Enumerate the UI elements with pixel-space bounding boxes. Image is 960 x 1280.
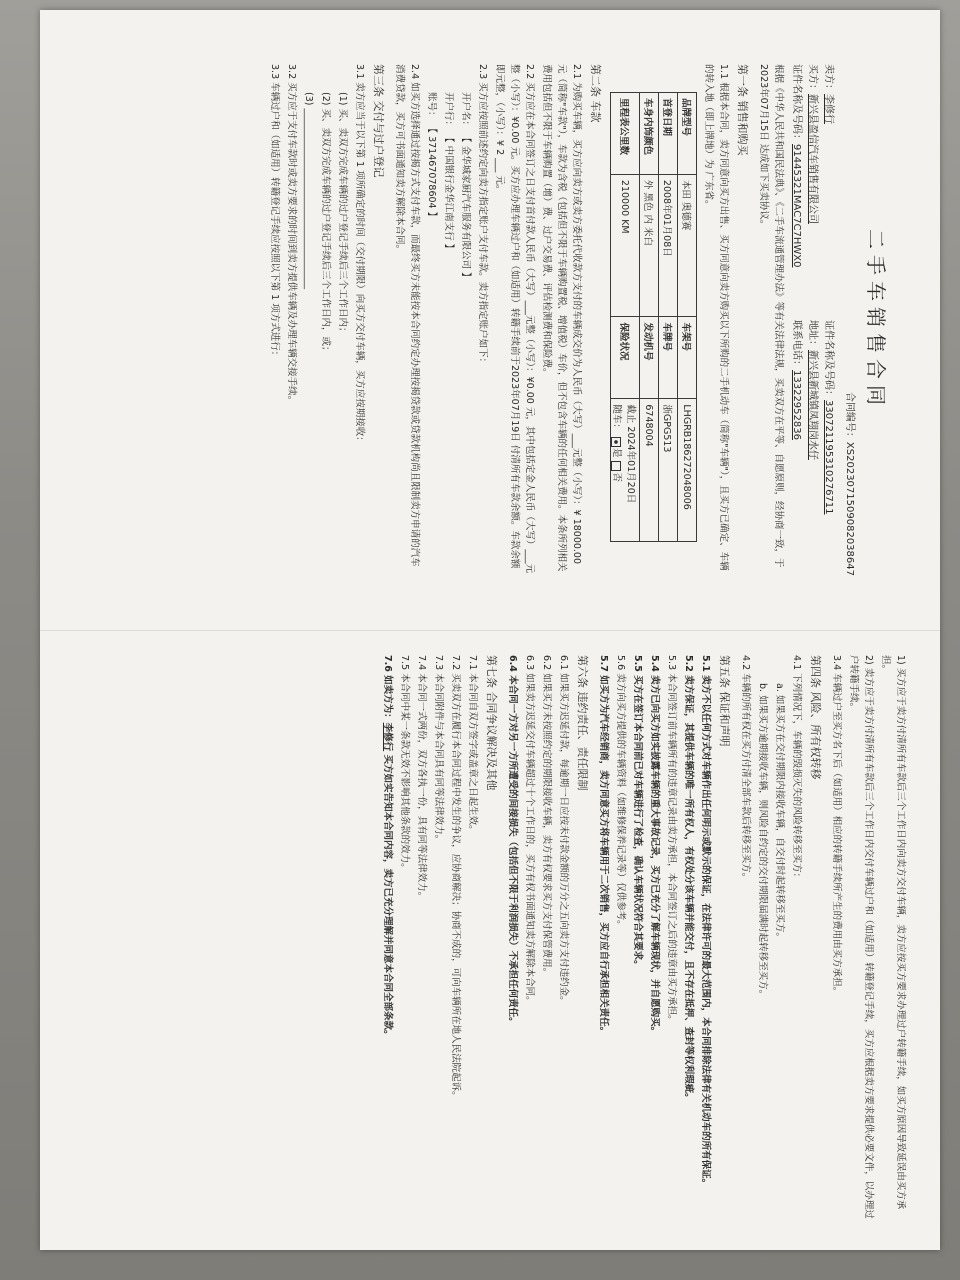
buyer-row	[804, 64, 820, 576]
clause-7-3: 7.3 本合同附件与本合同具有同等法律效力。	[433, 655, 444, 845]
clause-3-3: 3.3 车辆过户和（如适用）转籍登记手续应按照以下第 1 项方式进行：	[269, 64, 280, 361]
mileage-label: 里程表公里数	[611, 93, 640, 175]
clause-4-1-a: a. 如果买方在交付期限内接收车辆，自交付时起转移至买方。	[774, 683, 785, 942]
contract-title: 二手车销售合同	[864, 229, 888, 411]
article-6-heading: 第六条 违约责任、责任限制	[576, 655, 589, 791]
clause-7-4: 7.4 本合同一式两份，双方各执一份，具有同等法律效力。	[416, 655, 427, 902]
seller-name: 李修行	[823, 94, 834, 124]
buyer-label: 买方：	[807, 64, 818, 94]
article-4-heading: 第四条 风险、所有权转移	[809, 655, 822, 780]
clause-3-3-2: 2) 卖方应于卖方付清所有车款后三个工作日内交付车辆过户和（如适用）转籍登记手续，买方应根据卖方要求提供必要文件，以办理过户转籍手续。	[848, 655, 874, 1219]
checkbox-empty-icon	[612, 461, 622, 471]
insurance-label: 保险状况	[611, 317, 640, 399]
clause-6-3: 6.3 如果卖方迟延交付车辆超过十个工作日的，买方有权书面通知卖方解除本合同。	[524, 655, 535, 1006]
clause-5-2: 5.2 卖方保证，其提供车辆的唯一所有权人，有权处分该车辆并能交付，且不存在抵押、查封等权利瑕疵。	[683, 655, 694, 1103]
seller-label: 卖方：	[823, 64, 834, 94]
seller-id: 330721195310276711	[823, 400, 834, 515]
reg-date-value: 2008年01月08日	[659, 174, 678, 317]
insurance-value	[611, 399, 640, 542]
clause-7-2: 7.2 买卖双方在履行本合同过程中发生的争议，应协商解决；协商不成的，可向车辆所在地人民法院起诉。	[450, 655, 461, 1101]
article-3-heading: 第三条 交付与过户登记	[372, 64, 385, 178]
clause-2-1: 2.1 为购买车辆，买方应向卖方或卖方委托代收款方支付的车辆成交价为人民币（大写）___元整（小写）：¥ 18000.00 元（简称"车款"），车款为含税（包括但不限于车辆购置税、增值税）车价，但不包含车辆的任何相关费用。本条所列相关费用包括但不限于车辆购置（增）费、过户交易费、评估检测费和保险费。	[541, 64, 582, 572]
clause-4-1-b: b. 如果买方逾期接收车辆，则风险自约定的交付期限届满时起转移至买方。	[757, 683, 768, 1000]
bank-line: 开户行： 【 中国银行金华江南支行 】	[443, 92, 454, 254]
account-name-label: 开户名：	[460, 92, 471, 131]
buyer-id-row	[788, 64, 804, 576]
seller-id-label: 证件名称及号码：	[823, 320, 834, 400]
clause-7-6-name: 李修行	[382, 722, 393, 752]
seller-row	[820, 64, 836, 576]
article-2-heading: 第二条 车款	[589, 64, 602, 123]
clause-7-6-text: 买方如实告知本合同内容，卖方已充分理解并同意本合同全部条款。	[382, 754, 393, 1040]
mileage-value: 210000 KM	[611, 174, 640, 317]
bank-name: 中国银行金华江南支行	[443, 145, 454, 241]
clause-1-1: 1.1 根据本合同，卖方同意向买方出售、买方同意向卖方购买以下所购的二手机动车（简称"车辆"），且买方已确定、车辆的转入地（即上牌地）为 广东省。	[703, 64, 729, 571]
account-number-line: 账号： 【 371467078604 】	[426, 92, 437, 222]
contract-page-2	[40, 630, 940, 1250]
clause-2-4: 2.4 如买方选择通过按揭方式支付车款，而最终买方未能按本合同约定办理按揭贷款或贷款机构尚且限制卖方申请的汽车消费贷款，买方可书面通知卖方解除本合同。	[394, 64, 420, 567]
account-number-label: 账号：	[426, 92, 437, 121]
account-number: 371467078604	[426, 136, 437, 209]
clause-7-6	[380, 655, 395, 1220]
clause-4-2: 4.2 车辆的所有权在买方付清全部车款后转移至买方。	[740, 655, 751, 883]
reg-date-label: 首登日期	[659, 93, 678, 175]
yes-label: 是	[611, 447, 622, 458]
clause-6-4: 6.4 本合同一方对另一方所遭受的间接损失（包括但不限于利润损失）不承担任何责任。	[507, 655, 518, 1027]
article-1-heading: 第一条 销售和购买	[736, 64, 749, 156]
brand-value: 本田 奥德赛	[678, 174, 697, 317]
account-name: 金华城家厨汽车服务有限公司	[460, 145, 471, 270]
clause-7-5: 7.5 本合同中某一条款无效不影响其他条款的效力。	[399, 655, 410, 873]
contract-page-1	[40, 10, 940, 610]
buyer-address: 新兴县新城镇凤翔岗水仔	[807, 350, 818, 460]
plate-value: 浙GPG513	[659, 399, 678, 542]
color-value: 外 黑色 内 米白	[640, 174, 659, 317]
article-5-heading: 第五条 保证和声明	[718, 655, 731, 747]
clause-3-2: 3.2 买方应于支付车款时或卖方要求的时间到卖方提供车辆及办理车辆交接手续。	[286, 64, 297, 406]
engine-label: 发动机号	[640, 317, 659, 399]
clause-7-6-label: 7.6 如卖方为：	[382, 655, 393, 723]
table-row	[659, 93, 678, 542]
clause-5-1: 5.1 卖方不以任何方式对车辆作出任何明示或默示的保证，在法律许可的最大范围内，本合同排除法律有关机动车的所有保证。	[700, 655, 711, 1189]
clause-6-1: 6.1 如果买方迟延付款，每逾期一日应按未付款金额的万分之五向卖方支付违约金。	[558, 655, 569, 1006]
checkbox-checked-icon	[612, 437, 622, 447]
clause-5-7: 5.7 如买方为汽车经销商，卖方同意买方将车辆用于二次销售，买方应自行承担相关责任。	[598, 655, 609, 1037]
clause-5-4: 5.4 卖方已向买方如实披露车辆的重大事故记录，买方已充分了解车辆现状，并自愿购买。	[649, 655, 660, 1037]
clause-3-1-c: (3) ______________________________________	[303, 92, 314, 289]
with-car-label: 随车：	[611, 404, 622, 433]
clause-3-1-a: (1) 买、卖双方完成车辆的过户登记手续后三个工作日内；	[337, 92, 348, 337]
vin-label: 车架号	[678, 317, 697, 399]
insurance-with-car	[611, 404, 625, 536]
clause-2-3: 2.3 买方应按照前述约定向卖方指定账户支付车款。卖方指定账户如下：	[477, 64, 488, 368]
clause-4-1: 4.1 下列情况下，车辆的毁损灭失的风险转移至买方：	[791, 655, 802, 883]
clause-5-6: 5.6 卖方向买方提供的车辆资料（如维修保养记录等）仅供参考。	[615, 655, 626, 930]
vin-value: LHGRB186272048006	[678, 399, 697, 542]
clause-3-1-b: (2) 买、卖双方完成车辆的过户登记手续后三个工作日内，或；	[320, 92, 331, 356]
brand-label: 品牌型号	[678, 93, 697, 175]
clause-3-1: 3.1 卖方应当于以下第 1 项所确定的时间（交付期限）向买方交付车辆，买方应按期接收：	[354, 64, 365, 446]
contract-number: 合同编号：XS20230715090820386​47	[844, 391, 855, 576]
table-row	[678, 93, 697, 542]
bank-label: 开户行：	[443, 92, 454, 131]
insurance-date: 截止 2024年01月20日	[625, 404, 636, 504]
clause-5-3: 5.3 本合同签订前车辆所有的违章记录由卖方承担，本合同签订之后的违章由买方承担。	[666, 655, 677, 1025]
color-label: 车身内饰颜色	[640, 93, 659, 175]
clause-3-3-1: 1) 买方应于卖方付清所有车款后三个工作日内向卖方交付车辆，卖方应按买方要求办理过户转籍手续，如买方原因导致延误由买方承担。	[880, 655, 906, 1210]
buyer-name: 新兴县盈信汽车销售有限公司	[807, 94, 818, 224]
table-row	[611, 93, 640, 542]
no-label: 否	[611, 472, 622, 482]
buyer-id: 91445321MAC7C7HWX0	[791, 144, 802, 268]
table-row	[640, 93, 659, 542]
clause-5-5: 5.5 买方在签订本合同前已对车辆进行了检查，确认车辆状况符合其要求。	[632, 655, 643, 970]
buyer-id-label: 证件名称及号码：	[791, 64, 802, 144]
account-name-line: 开户名： 【 金华城家厨汽车服务有限公司 】	[460, 92, 471, 282]
buyer-address-label: 地址：	[807, 320, 818, 350]
clause-6-2: 6.2 如果买方未按照约定的期限接收车辆，卖方有权要求买方支付保管费用。	[541, 655, 552, 978]
buyer-tel: 13322952836	[791, 370, 802, 440]
plate-label: 车牌号	[659, 317, 678, 399]
clause-7-1: 7.1 本合同自双方签字或盖章之日起生效。	[467, 655, 478, 835]
clause-3-4: 3.4 车辆过户至买方名下后（如适用）相应的转籍手续所产生的费用由买方承担。	[831, 655, 842, 997]
engine-value: 6748004	[640, 399, 659, 542]
article-7-heading: 第七条 合同争议解决及其他	[485, 655, 498, 791]
buyer-tel-label: 联系电话：	[791, 320, 802, 370]
preamble: 根据《中华人民共和国民法典》、《二手车流通管理办法》等有关法律法规，买卖双方在平等、自愿原则，经协商一致，于 2023年07月15日 达成如下买卖协议。	[758, 64, 784, 568]
clause-2-2: 2.2 买方应在本合同签订之日支付首付款人民币（大写）___元整（小写）：¥0.00 元，其中包括定金人民币（大写）___元整（小写）：¥0.00 元。买方应办理车辆过户和（如适用）转籍手续前于2023年07月19日 付清所有车款余额。车款余额即元整，（小写）：¥ 2 ___ 元。	[494, 64, 535, 574]
vehicle-table	[610, 92, 697, 542]
contract-sheet	[40, 10, 940, 1250]
